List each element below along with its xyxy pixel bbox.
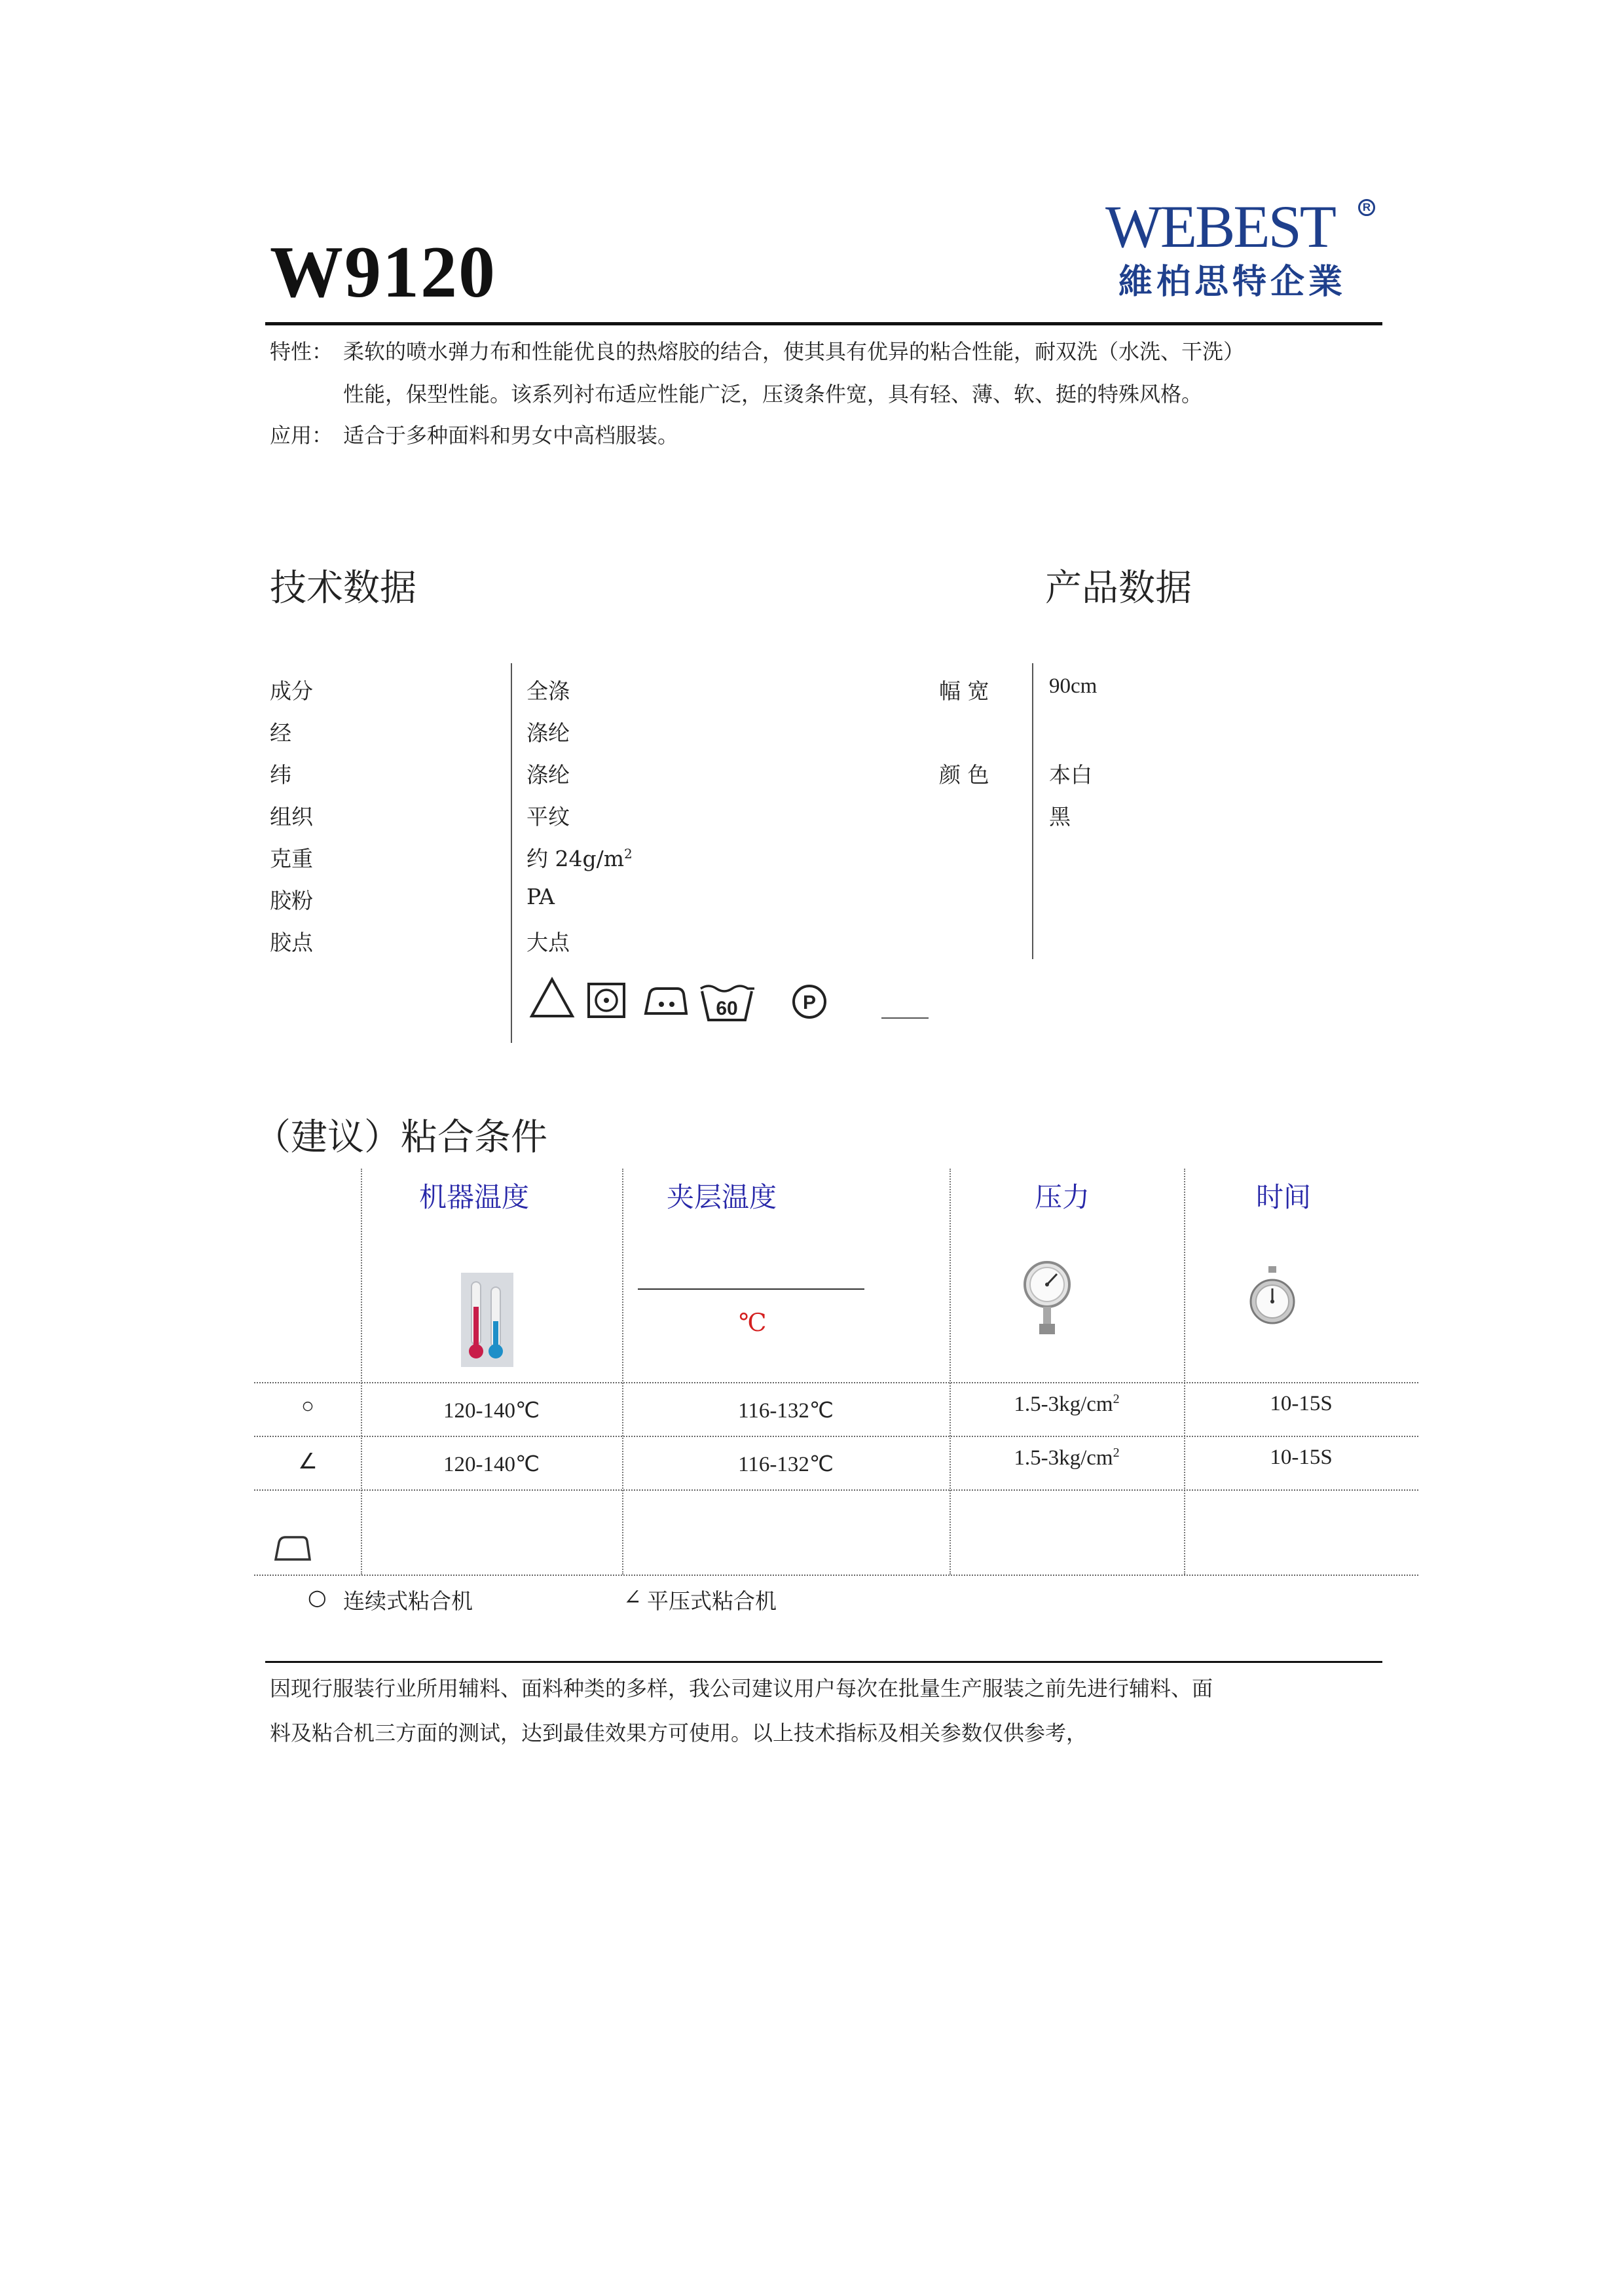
table-col-divider [361,1169,362,1575]
features-label: 特性： [270,339,333,364]
product-data-title: 产品数据 [1045,567,1192,610]
tech-label: 成分 [270,678,313,704]
table-row-divider [254,1436,1418,1437]
color-label: 颜 色 [939,762,989,788]
svg-text:P: P [802,992,817,1013]
pressure-text: 1.5-3kg/cm [1014,1446,1113,1470]
disclaimer-line1: 因现行服装行业所用辅料、面料种类的多样，我公司建议用户每次在批量生产服装之前先进行辅料、面 [270,1676,1213,1701]
layer-temp-value: 116-132℃ [738,1453,834,1476]
tech-label: 纬 [270,762,291,788]
tech-value: 全涤 [526,678,570,704]
machine-type-symbol: ○ [301,1394,314,1418]
stopwatch-icon [1249,1265,1295,1333]
table-col-divider [950,1169,951,1575]
product-code: W9120 [270,232,496,313]
pressure-value [950,1446,1184,1470]
color-value: 黑 [1049,804,1071,829]
application-label: 应用： [270,423,333,448]
tech-label: 胶粉 [270,888,313,913]
application-text: 适合于多种面料和男女中高档服装。 [343,423,679,448]
width-label: 幅 宽 [939,678,989,704]
care-blank-line [881,1017,929,1019]
footer-divider [265,1661,1382,1663]
tech-value: 涤纶 [526,762,570,788]
tech-value: 大点 [526,930,570,955]
header-divider [265,322,1382,325]
celsius-unit: ℃ [739,1308,767,1337]
registered-mark-icon: R [1358,199,1375,216]
table-col-divider [622,1169,623,1575]
time-value: 10-15S [1270,1446,1333,1469]
iron-two-dots-icon [643,985,689,1016]
legend-symbol-flatbed: ∠ [623,1584,642,1610]
color-value: 本白 [1049,762,1092,788]
weight-superscript: 2 [624,846,633,862]
features-text-line2: 性能，保型性能。该系列衬布适应性能广泛，压烫条件宽，具有轻、薄、软、挺的特殊风格。 [343,382,1203,407]
tech-value: 平纹 [526,804,570,829]
layer-temp-blank-line [638,1288,864,1290]
tech-value: 涤纶 [526,720,570,746]
width-value: 90cm [1049,674,1098,698]
legend-text-continuous: 连续式粘合机 [343,1588,473,1614]
col-header-layer-temp: 夹层温度 [667,1181,777,1213]
tech-label: 组织 [270,804,313,829]
col-header-machine-temp: 机器温度 [419,1181,530,1213]
table-row-divider [254,1489,1418,1491]
company-logo [1105,193,1380,302]
logo-chinese-name: 維柏思特企業 [1118,263,1347,302]
col-header-pressure: 压力 [1035,1181,1090,1213]
iron-icon [274,1535,312,1565]
tech-label: 经 [270,720,291,746]
col-header-time: 时间 [1256,1181,1312,1213]
dry-clean-p-icon [791,983,828,1020]
pressure-value [950,1392,1184,1417]
time-value: 10-15S [1270,1392,1333,1415]
bonding-title: （建议）粘合条件 [254,1116,547,1159]
features-text-line1: 柔软的喷水弹力布和性能优良的热熔胶的结合，使其具有优异的粘合性能，耐双洗（水洗、干洗） [343,339,1245,364]
no-bleach-icon [529,977,575,1019]
table-col-divider [1184,1169,1185,1575]
pressure-superscript: 2 [1113,1446,1120,1460]
wash-60-icon [698,983,757,1024]
machine-temp-value: 120-140℃ [443,1453,540,1476]
weight-value: 约 24g/m [526,846,625,871]
legend-symbol-continuous: ○ [308,1584,327,1610]
pressure-superscript: 2 [1113,1392,1120,1406]
thermometer-icon [461,1273,513,1370]
machine-temp-value: 120-140℃ [443,1399,540,1423]
pressure-text: 1.5-3kg/cm [1014,1393,1113,1416]
tech-value [526,842,633,873]
tech-divider [511,663,512,1043]
disclaimer-line2: 料及粘合机三方面的测试，达到最佳效果方可使用。以上技术指标及相关参数仅供参考， [270,1721,1088,1745]
table-row-divider [254,1382,1418,1383]
tech-data-title: 技术数据 [270,567,416,610]
tech-label: 克重 [270,846,313,871]
legend-text-flatbed: 平压式粘合机 [647,1588,777,1614]
tech-value: PA [526,884,555,909]
tumble-dry-icon [587,982,626,1019]
tech-label: 胶点 [270,930,313,955]
pressure-gauge-icon [1023,1258,1071,1339]
layer-temp-value: 116-132℃ [738,1399,834,1423]
logo-wordmark: WEBEST [1105,193,1335,260]
product-divider [1032,663,1033,959]
svg-text:60: 60 [716,998,738,1019]
machine-type-symbol: ∠ [298,1450,318,1474]
table-row-divider [254,1575,1418,1576]
